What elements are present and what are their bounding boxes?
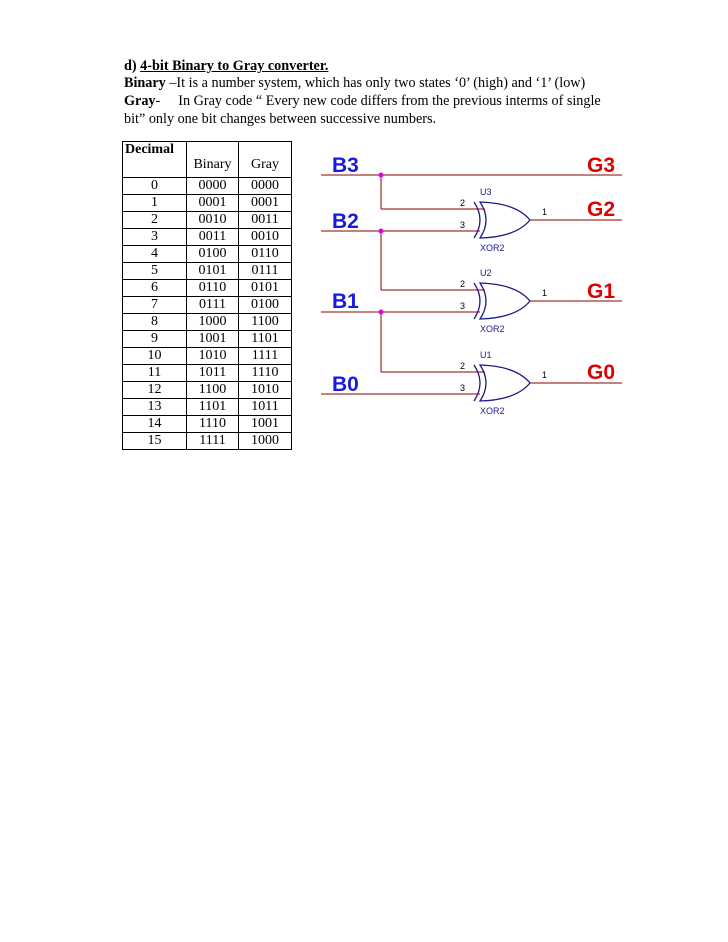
cell-decimal: 10 <box>123 348 187 365</box>
cell-binary: 1111 <box>187 433 239 450</box>
cell-binary: 1110 <box>187 416 239 433</box>
cell-decimal: 3 <box>123 229 187 246</box>
cell-gray: 1110 <box>239 365 292 382</box>
gate-pin-in1: 2 <box>460 279 466 289</box>
cell-gray: 0011 <box>239 212 292 229</box>
cell-binary: 0010 <box>187 212 239 229</box>
xor-back-curve <box>474 365 480 401</box>
cell-binary: 0000 <box>187 178 239 195</box>
gate-ref-label: U2 <box>480 268 492 278</box>
cell-binary: 1000 <box>187 314 239 331</box>
cell-binary: 0101 <box>187 263 239 280</box>
cell-gray: 1010 <box>239 382 292 399</box>
cell-gray: 1111 <box>239 348 292 365</box>
cell-decimal: 8 <box>123 314 187 331</box>
cell-gray: 0110 <box>239 246 292 263</box>
cell-binary: 1010 <box>187 348 239 365</box>
wire-junction <box>379 310 384 315</box>
xor-gate <box>474 283 530 319</box>
header-decimal: Decimal <box>123 142 187 178</box>
header-binary: Binary <box>187 142 239 178</box>
gate-pin-in1: 2 <box>460 198 466 208</box>
header-gray: Gray <box>239 142 292 178</box>
cell-decimal: 14 <box>123 416 187 433</box>
binary-term: Binary <box>124 75 166 91</box>
gray-term: Gray <box>124 93 156 109</box>
cell-gray: 1001 <box>239 416 292 433</box>
cell-decimal: 15 <box>123 433 187 450</box>
output-label-g2: G2 <box>587 198 616 221</box>
cell-gray: 0101 <box>239 280 292 297</box>
gate-pin-out: 1 <box>542 370 548 380</box>
cell-gray: 1000 <box>239 433 292 450</box>
heading-prefix: d) <box>124 58 141 74</box>
cell-gray: 0000 <box>239 178 292 195</box>
cell-gray: 0111 <box>239 263 292 280</box>
gray-dash: - <box>155 93 161 109</box>
cell-gray: 0001 <box>239 195 292 212</box>
input-label-b3: B3 <box>332 154 359 177</box>
cell-decimal: 12 <box>123 382 187 399</box>
cell-binary: 0100 <box>187 246 239 263</box>
gate-type-label: XOR2 <box>480 243 505 253</box>
gate-type-label: XOR2 <box>480 406 505 416</box>
gate-ref-label: U1 <box>480 350 492 360</box>
input-label-b2: B2 <box>332 210 359 233</box>
circuit-wires <box>321 173 622 395</box>
cell-decimal: 9 <box>123 331 187 348</box>
cell-gray: 1101 <box>239 331 292 348</box>
cell-decimal: 4 <box>123 246 187 263</box>
xor-back-curve <box>474 202 480 238</box>
gate-ref-label: U3 <box>480 187 492 197</box>
cell-gray: 1011 <box>239 399 292 416</box>
cell-binary: 0111 <box>187 297 239 314</box>
gray-text: In Gray code “ Every new code differs from the previous interms of single <box>178 93 601 109</box>
input-label-b0: B0 <box>332 373 359 396</box>
gate-pin-out: 1 <box>542 288 548 298</box>
cell-decimal: 2 <box>123 212 187 229</box>
cell-binary: 1100 <box>187 382 239 399</box>
cell-binary: 0110 <box>187 280 239 297</box>
xor-gate <box>474 365 530 401</box>
cell-decimal: 0 <box>123 178 187 195</box>
xor-body <box>480 202 530 238</box>
binary-text: –It is a number system, which has only two states ‘0’ (high) and ‘1’ (low) <box>165 75 586 91</box>
wire-junction <box>379 173 384 178</box>
cell-decimal: 5 <box>123 263 187 280</box>
output-label-g3: G3 <box>587 154 616 177</box>
xor-gate <box>474 202 530 238</box>
gate-type-label: XOR2 <box>480 324 505 334</box>
signal-labels <box>332 154 615 396</box>
output-label-g0: G0 <box>587 361 616 384</box>
xor-back-curve <box>474 283 480 319</box>
cell-binary: 0011 <box>187 229 239 246</box>
wire-junction <box>379 229 384 234</box>
gate-pin-out: 1 <box>542 207 548 217</box>
cell-binary: 1101 <box>187 399 239 416</box>
cell-decimal: 7 <box>123 297 187 314</box>
gate-pin-in1: 2 <box>460 361 466 371</box>
xor-body <box>480 283 530 319</box>
xor-body <box>480 365 530 401</box>
cell-gray: 0100 <box>239 297 292 314</box>
gray-definition-continued: bit” only one bit changes between successive numbers. <box>124 111 437 127</box>
cell-decimal: 6 <box>123 280 187 297</box>
gate-pin-in2: 3 <box>460 383 466 393</box>
cell-binary: 0001 <box>187 195 239 212</box>
input-label-b1: B1 <box>332 290 359 313</box>
cell-gray: 1100 <box>239 314 292 331</box>
output-label-g1: G1 <box>587 280 616 303</box>
cell-binary: 1011 <box>187 365 239 382</box>
cell-decimal: 13 <box>123 399 187 416</box>
gate-pin-in2: 3 <box>460 301 466 311</box>
gate-pin-in2: 3 <box>460 220 466 230</box>
cell-gray: 0010 <box>239 229 292 246</box>
cell-decimal: 11 <box>123 365 187 382</box>
cell-binary: 1001 <box>187 331 239 348</box>
cell-decimal: 1 <box>123 195 187 212</box>
heading-title: 4-bit Binary to Gray converter. <box>140 58 329 74</box>
